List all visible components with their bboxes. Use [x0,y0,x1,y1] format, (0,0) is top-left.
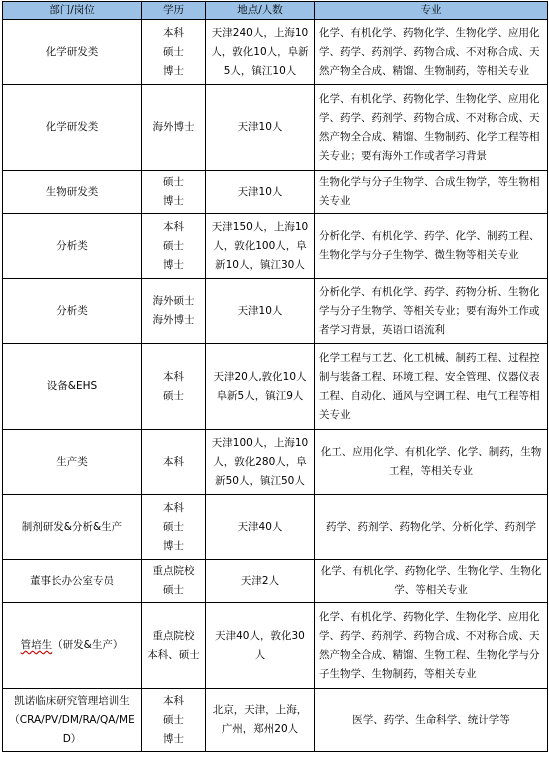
table-row [3,560,548,603]
table-row [3,603,548,689]
location-cell: 天津100人，上海10人，敦化280人，阜新50人，镇江50人 [206,430,315,495]
major-cell: 医学、药学、生命科学、统计学等 [315,689,548,752]
table-row [3,85,548,171]
header-dept: 部门/岗位 [3,2,142,20]
dept-cell: 凯诺临床研究管理培训生（CRA/PV/DM/RA/QA/MED） [3,689,142,752]
header-location: 地点/人数 [206,2,315,20]
education-cell: 本科 硕士 [142,344,206,430]
location-cell: 北京，天津，上海，广州，郑州20人 [206,689,315,752]
education-cell: 重点院校 本科、硕士 [142,603,206,689]
table-row [3,20,548,85]
major-cell: 分析化学、有机化学、药学、化学、制药工程、生物化学与分子生物学、微生物等相关专业 [315,214,548,279]
location-cell: 天津2人 [206,560,315,603]
location-cell: 天津10人 [206,279,315,344]
education-cell: 本科 硕士 博士 [142,214,206,279]
table-row [3,430,548,495]
dept-cell: 董事长办公室专员 [3,560,142,603]
major-cell: 药学、药剂学、药物化学、分析化学、药剂学 [315,495,548,560]
table-row [3,495,548,560]
location-cell: 天津10人 [206,85,315,171]
location-cell: 天津40人，敦化30人 [206,603,315,689]
location-cell: 天津240人，上海10人，敦化10人，阜新5人，镇江10人 [206,20,315,85]
dept-sub-text: （研发&生产） [52,639,124,651]
education-cell: 本科 硕士 博士 [142,20,206,85]
education-cell: 硕士 博士 [142,171,206,214]
location-cell: 天津40人 [206,495,315,560]
dept-cell: 生物研发类 [3,171,142,214]
location-cell: 天津10人 [206,171,315,214]
major-cell: 生物化学与分子生物学、合成生物学，等生物相关专业 [315,171,548,214]
recruitment-table [2,1,548,752]
dept-cell: 生产类 [3,430,142,495]
location-cell: 天津20人,敦化10人阜新5人，镇江9人 [206,344,315,430]
table-header-row [3,2,548,20]
dept-cell: 化学研发类 [3,20,142,85]
education-cell: 本科 硕士 博士 [142,689,206,752]
education-cell: 海外硕士 海外博士 [142,279,206,344]
major-cell: 化学、有机化学、药物化学、生物化学、应用化学、药学、药剂学、药物合成、不对称合成、天然产物全合成、精馏、生物制药，等相关专业 [315,20,548,85]
table-row [3,171,548,214]
dept-cell: 分析类 [3,279,142,344]
education-cell: 本科 硕士 博士 [142,495,206,560]
education-cell: 海外博士 [142,85,206,171]
education-cell: 重点院校 硕士 [142,560,206,603]
education-cell: 本科 [142,430,206,495]
major-cell: 化学、有机化学、药物化学、生物化学、应用化学、药学、药剂学、药物合成、不对称合成、天然产物全合成、精馏、生物制药、化学工程等相关专业；要有海外工作或者学习背景 [315,85,548,171]
major-cell: 化学工程与工艺、化工机械、制药工程、过程控制与装备工程、环境工程、安全管理、仪器仪表工程、自动化、通风与空调工程、电气工程等相关专业 [315,344,548,430]
table-row [3,689,548,752]
dept-main-text: 管培生 [20,639,53,651]
location-cell: 天津150人，上海10人，敦化100人，阜新10人，镇江30人 [206,214,315,279]
table-row [3,214,548,279]
table-row [3,344,548,430]
major-cell: 分析化学、有机化学、药学、药物分析、生物化学与分子生物学、等相关专业；要有海外工作或者学习背景，英语口语流利 [315,279,548,344]
header-education: 学历 [142,2,206,20]
major-cell: 化学、有机化学、药物化学、生物化学、应用化学、药学、药剂学、药物合成、不对称合成、天然产物全合成、精馏、生物工程、生物化学与分子生物学、生物制药，等相关专业 [315,603,548,689]
header-major: 专业 [315,2,548,20]
dept-cell: 化学研发类 [3,85,142,171]
major-cell: 化学、有机化学、药物化学、生物化学、生物化学、等相关专业 [315,560,548,603]
dept-cell: 分析类 [3,214,142,279]
table-row [3,279,548,344]
major-cell: 化工、应用化学、有机化学、化学、制药，生物工程，等相关专业 [315,430,548,495]
dept-cell: 制剂研发&分析&生产 [3,495,142,560]
dept-cell: 设备&EHS [3,344,142,430]
dept-cell [3,603,142,689]
